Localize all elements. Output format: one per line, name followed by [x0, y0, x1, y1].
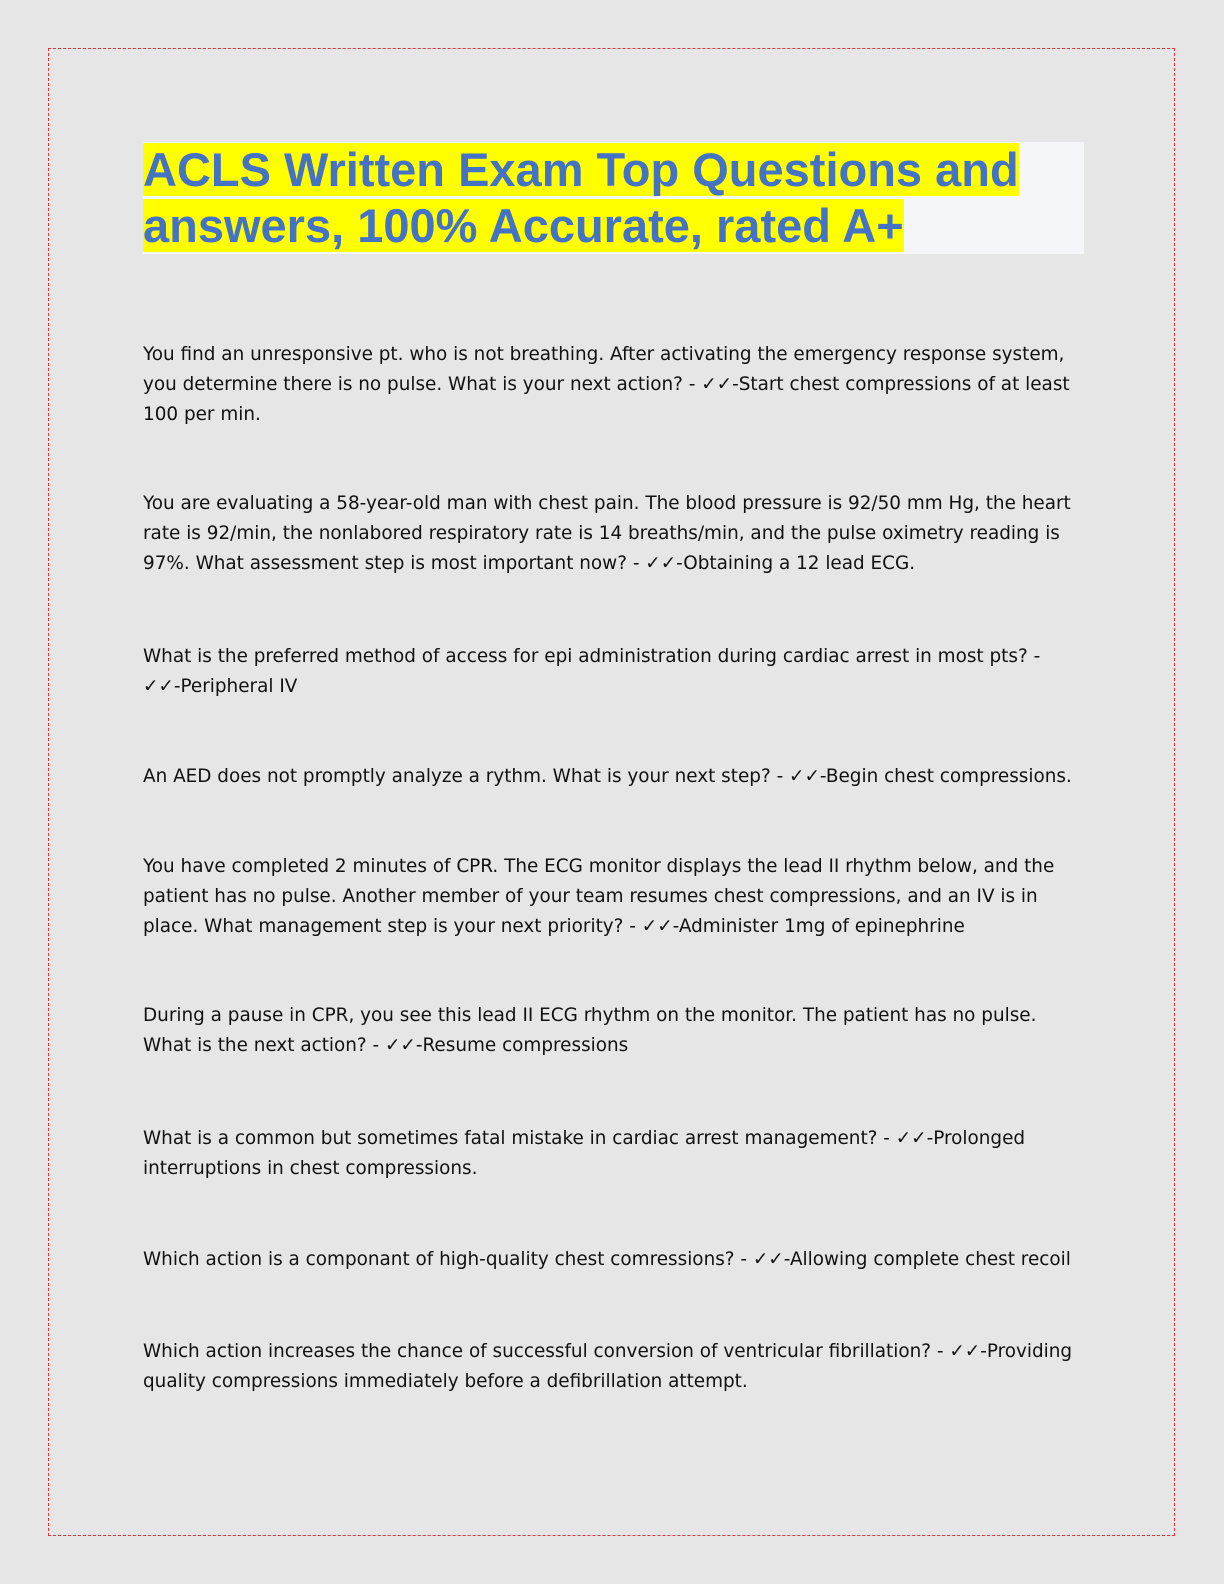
- title-line-1: ACLS Written Exam Top Questions and: [143, 143, 1019, 196]
- question-text: What is the preferred method of access for epi administration during cardiac arrest in most pts?: [143, 646, 1028, 667]
- answer-prefix: -: [819, 766, 826, 787]
- double-check-icon: ✓✓: [789, 766, 820, 787]
- answer-text: Allowing complete chest recoil: [789, 1249, 1071, 1270]
- question-text: Which action is a componant of high-quality chest comressions?: [143, 1249, 735, 1270]
- double-check-icon: ✓✓: [645, 553, 677, 574]
- separator: -: [734, 1249, 753, 1270]
- double-check-icon: ✓✓: [385, 1035, 416, 1056]
- answer-text: Resume compressions: [422, 1035, 629, 1056]
- separator: -: [682, 374, 702, 395]
- answer-prefix: -: [926, 1128, 934, 1149]
- answer-prefix: -: [732, 374, 739, 395]
- question-text: You have completed 2 minutes of CPR. The ECG monitor displays the lead II rhythm below, and the patient has no pulse. Another member of your team resumes chest compressions, and an IV is in place. What management step is your next priority?: [143, 856, 1055, 937]
- answer-text: Peripheral IV: [180, 676, 298, 697]
- qa-item: [143, 1245, 1083, 1275]
- qa-item: [143, 340, 1083, 430]
- separator: -: [623, 916, 642, 937]
- separator: -: [931, 1341, 950, 1362]
- double-check-icon: ✓✓: [895, 1128, 927, 1149]
- answer-prefix: -: [415, 1035, 423, 1056]
- answer-text: Providing quality compressions immediately before a defibrillation attempt.: [143, 1341, 1073, 1392]
- double-check-icon: ✓✓: [641, 916, 673, 937]
- double-check-icon: ✓✓: [949, 1341, 981, 1362]
- answer-text: Obtaining a 12 lead ECG.: [683, 553, 916, 574]
- answer-text: Prolonged interruptions in chest compressions.: [143, 1128, 1026, 1179]
- qa-item: [143, 852, 1083, 942]
- answer-prefix: -: [980, 1341, 987, 1362]
- page-border: [48, 48, 1175, 1536]
- answer-prefix: -: [783, 1249, 790, 1270]
- qa-item: [143, 642, 1083, 702]
- qa-item: [143, 1001, 1083, 1061]
- question-text: You are evaluating a 58-year-old man with chest pain. The blood pressure is 92/50 mm Hg, the heart rate is 92/min, the nonlabored respiratory rate is 14 breaths/min, and the pulse oximetry reading is 97%. What assessment step is most important now?: [143, 493, 1071, 574]
- separator: -: [1027, 646, 1041, 667]
- qa-item: [143, 1124, 1083, 1184]
- double-check-icon: ✓✓: [752, 1249, 784, 1270]
- document-title: [143, 142, 1084, 254]
- qa-item: [143, 489, 1083, 579]
- question-text: An AED does not promptly analyze a rythm. What is your next step?: [143, 766, 771, 787]
- answer-prefix: -: [173, 676, 181, 697]
- answer-text: Start chest compressions of at least 100 per min.: [143, 374, 1070, 425]
- separator: -: [877, 1128, 896, 1149]
- question-text: You find an unresponsive pt. who is not breathing. After activating the emergency response system, you determine there is no pulse. What is your next action?: [143, 344, 1065, 395]
- separator: -: [770, 766, 790, 787]
- question-text: During a pause in CPR, you see this lead II ECG rhythm on the monitor. The patient has no pulse. What is the next action?: [143, 1005, 1037, 1056]
- double-check-icon: ✓✓: [701, 374, 733, 395]
- qa-item: [143, 762, 1083, 792]
- answer-text: Administer 1mg of epinephrine: [678, 916, 965, 937]
- separator: -: [366, 1035, 386, 1056]
- title-line-2: answers, 100% Accurate, rated A+: [143, 199, 904, 252]
- answer-prefix: -: [676, 553, 684, 574]
- double-check-icon: ✓✓: [143, 676, 174, 697]
- question-text: Which action increases the chance of successful conversion of ventricular fibrillation?: [143, 1341, 932, 1362]
- question-text: What is a common but sometimes fatal mistake in cardiac arrest management?: [143, 1128, 878, 1149]
- separator: -: [626, 553, 646, 574]
- answer-prefix: -: [672, 916, 679, 937]
- answer-text: Begin chest compressions.: [825, 766, 1072, 787]
- qa-item: [143, 1337, 1083, 1397]
- title-block: [143, 142, 1084, 254]
